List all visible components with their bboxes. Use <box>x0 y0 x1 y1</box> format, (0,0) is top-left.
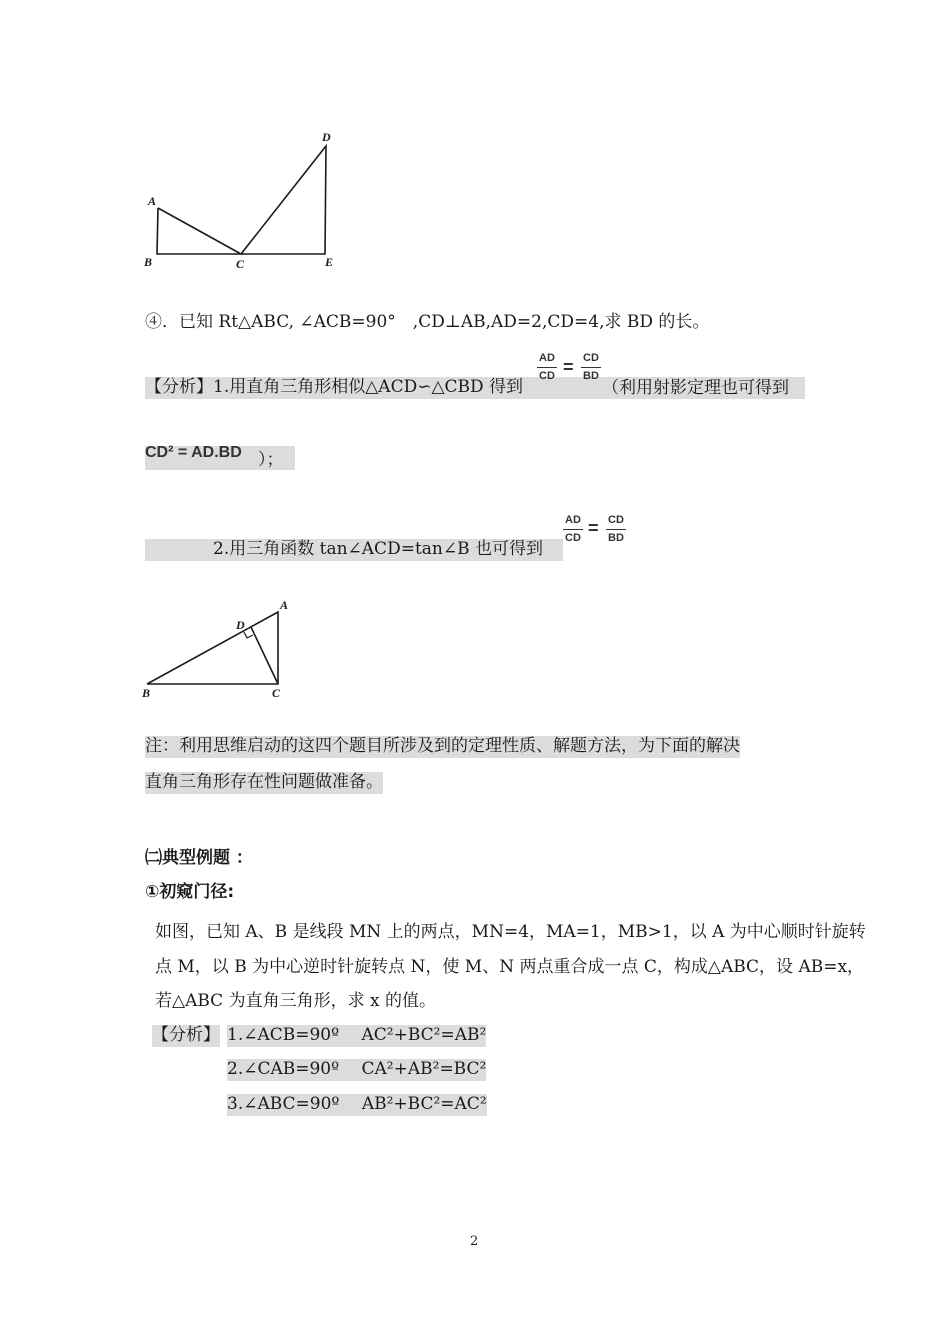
analysis-1-text: 【分析】1.用直角三角形相似△ACD∽△CBD 得到 <box>145 377 524 397</box>
formula-tail: ）； <box>258 450 284 470</box>
fraction-bar <box>581 367 601 368</box>
equals-sign-2: = <box>588 518 599 538</box>
fraction-numerator: AD <box>539 352 555 364</box>
label-D: D <box>322 130 331 144</box>
problem-line-2: 点 M，以 B 为中心逆时针旋转点 N，使 M、N 两点重合成一点 C，构成△ABC，设 AB=x， <box>155 957 865 977</box>
formula: CD² = AD.BD <box>145 444 242 461</box>
label-B: B <box>144 255 153 269</box>
analysis-label: 【分析】 <box>152 1025 220 1045</box>
analysis-1-tail: （利用射影定理也可得到 <box>602 378 789 398</box>
fraction-cd-bd-2 <box>605 514 627 544</box>
analysis-2-text: 2.用三角函数 tan∠ACD=tan∠B 也可得到 <box>145 539 543 559</box>
figure-1-lines <box>157 146 326 254</box>
case-2: 2.∠CAB=90º CA²+AB²=BC² <box>227 1059 487 1079</box>
case-1: 1.∠ACB=90º AC²+BC²=AB² <box>227 1025 487 1045</box>
figure-1-diagram <box>140 125 350 275</box>
page-number: 2 <box>470 1234 479 1249</box>
fraction-denominator: BD <box>583 370 599 382</box>
problem-line-3: 若△ABC 为直角三角形，求 x 的值。 <box>155 991 436 1011</box>
label-C: C <box>236 257 245 271</box>
label-A: A <box>280 598 289 612</box>
note-line-1: 注：利用思维启动的这四个题目所涉及到的定理性质、解题方法，为下面的解决 <box>145 736 740 756</box>
label-B: B <box>142 686 151 700</box>
label-A: A <box>148 194 157 208</box>
fraction-bar <box>606 529 626 530</box>
fraction-bar <box>563 529 583 530</box>
question-4: ④．已知 Rt△ABC, ∠ACB=90° ,CD⊥AB,AD=2,CD=4,求 BD 的长。 <box>145 312 710 332</box>
note-line-2: 直角三角形存在性问题做准备。 <box>145 772 383 792</box>
equals-sign: = <box>563 357 574 377</box>
section-subtitle: ①初窥门径: <box>145 882 235 902</box>
fraction-numerator: AD <box>565 514 581 526</box>
figure-2-diagram <box>140 595 300 703</box>
fraction-denominator: BD <box>608 532 624 544</box>
figure-2-lines <box>147 612 278 684</box>
analysis-2-line <box>145 539 563 561</box>
label-C: C <box>272 686 281 700</box>
label-E: E <box>325 255 334 269</box>
fraction-cd-bd <box>580 352 602 382</box>
fraction-bar <box>537 367 557 368</box>
label-D: D <box>236 618 245 632</box>
fraction-denominator: CD <box>539 370 555 382</box>
case-3: 3.∠ABC=90º AB²+BC²=AC² <box>227 1094 487 1114</box>
fraction-ad-cd <box>536 352 558 382</box>
problem-line-1: 如图，已知 A、B 是线段 MN 上的两点，MN=4，MA=1，MB>1，以 A 为中心顺时针旋转 <box>155 922 866 942</box>
fraction-ad-cd-2 <box>562 514 584 544</box>
fraction-denominator: CD <box>565 532 581 544</box>
fraction-numerator: CD <box>583 352 599 364</box>
fraction-numerator: CD <box>608 514 624 526</box>
section-title: ㈡典型例题 ： <box>145 848 253 868</box>
